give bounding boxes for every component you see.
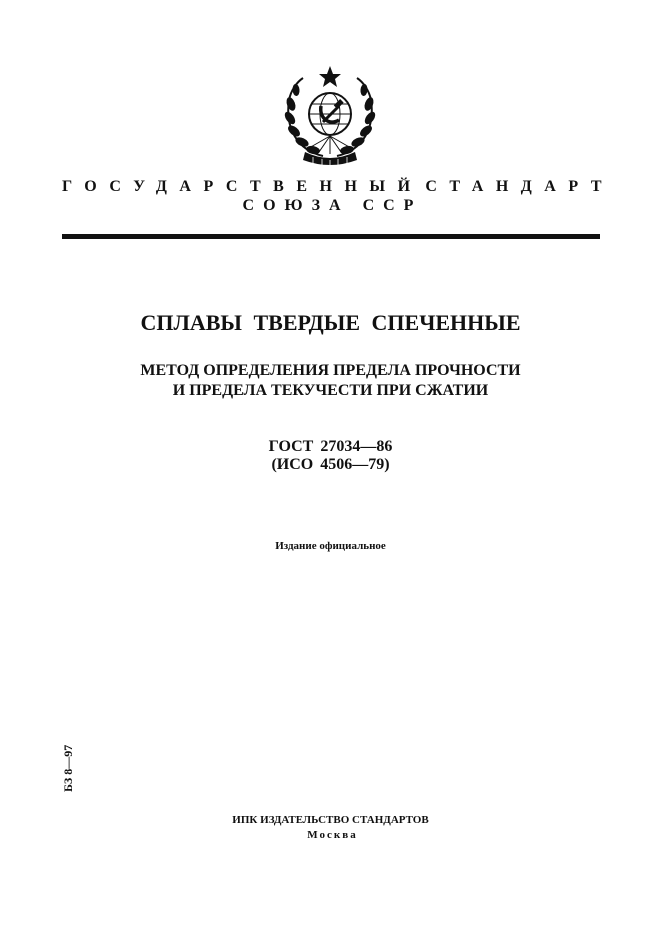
header-line-2: СОЮЗА ССР [242, 197, 423, 214]
publisher-name: ИПК ИЗДАТЕЛЬСТВО СТАНДАРТОВ [232, 814, 429, 826]
header-rule [62, 234, 600, 239]
subtitle-line-1: МЕТОД ОПРЕДЕЛЕНИЯ ПРЕДЕЛА ПРОЧНОСТИ [140, 362, 521, 379]
header-line-1 [62, 178, 614, 196]
header-word-state: ГОСУДАРСТВЕННЫЙ [62, 178, 423, 195]
header-word-standard: СТАНДАРТ [425, 178, 614, 195]
subtitle-line-2: И ПРЕДЕЛА ТЕКУЧЕСТИ ПРИ СЖАТИИ [172, 382, 489, 399]
document-subtitle [0, 361, 661, 401]
side-code: БЗ 8—97 [61, 744, 75, 792]
iso-number: (ИСО 4506—79) [271, 456, 390, 473]
publisher-city: Москва [307, 829, 358, 841]
standard-number [0, 438, 661, 474]
gost-number: ГОСТ 27034—86 [268, 438, 393, 455]
document-title: СПЛАВЫ ТВЕРДЫЕ СПЕЧЕННЫЕ [140, 310, 521, 335]
ussr-state-emblem-icon [279, 64, 381, 168]
edition-note: Издание официальное [275, 540, 386, 552]
